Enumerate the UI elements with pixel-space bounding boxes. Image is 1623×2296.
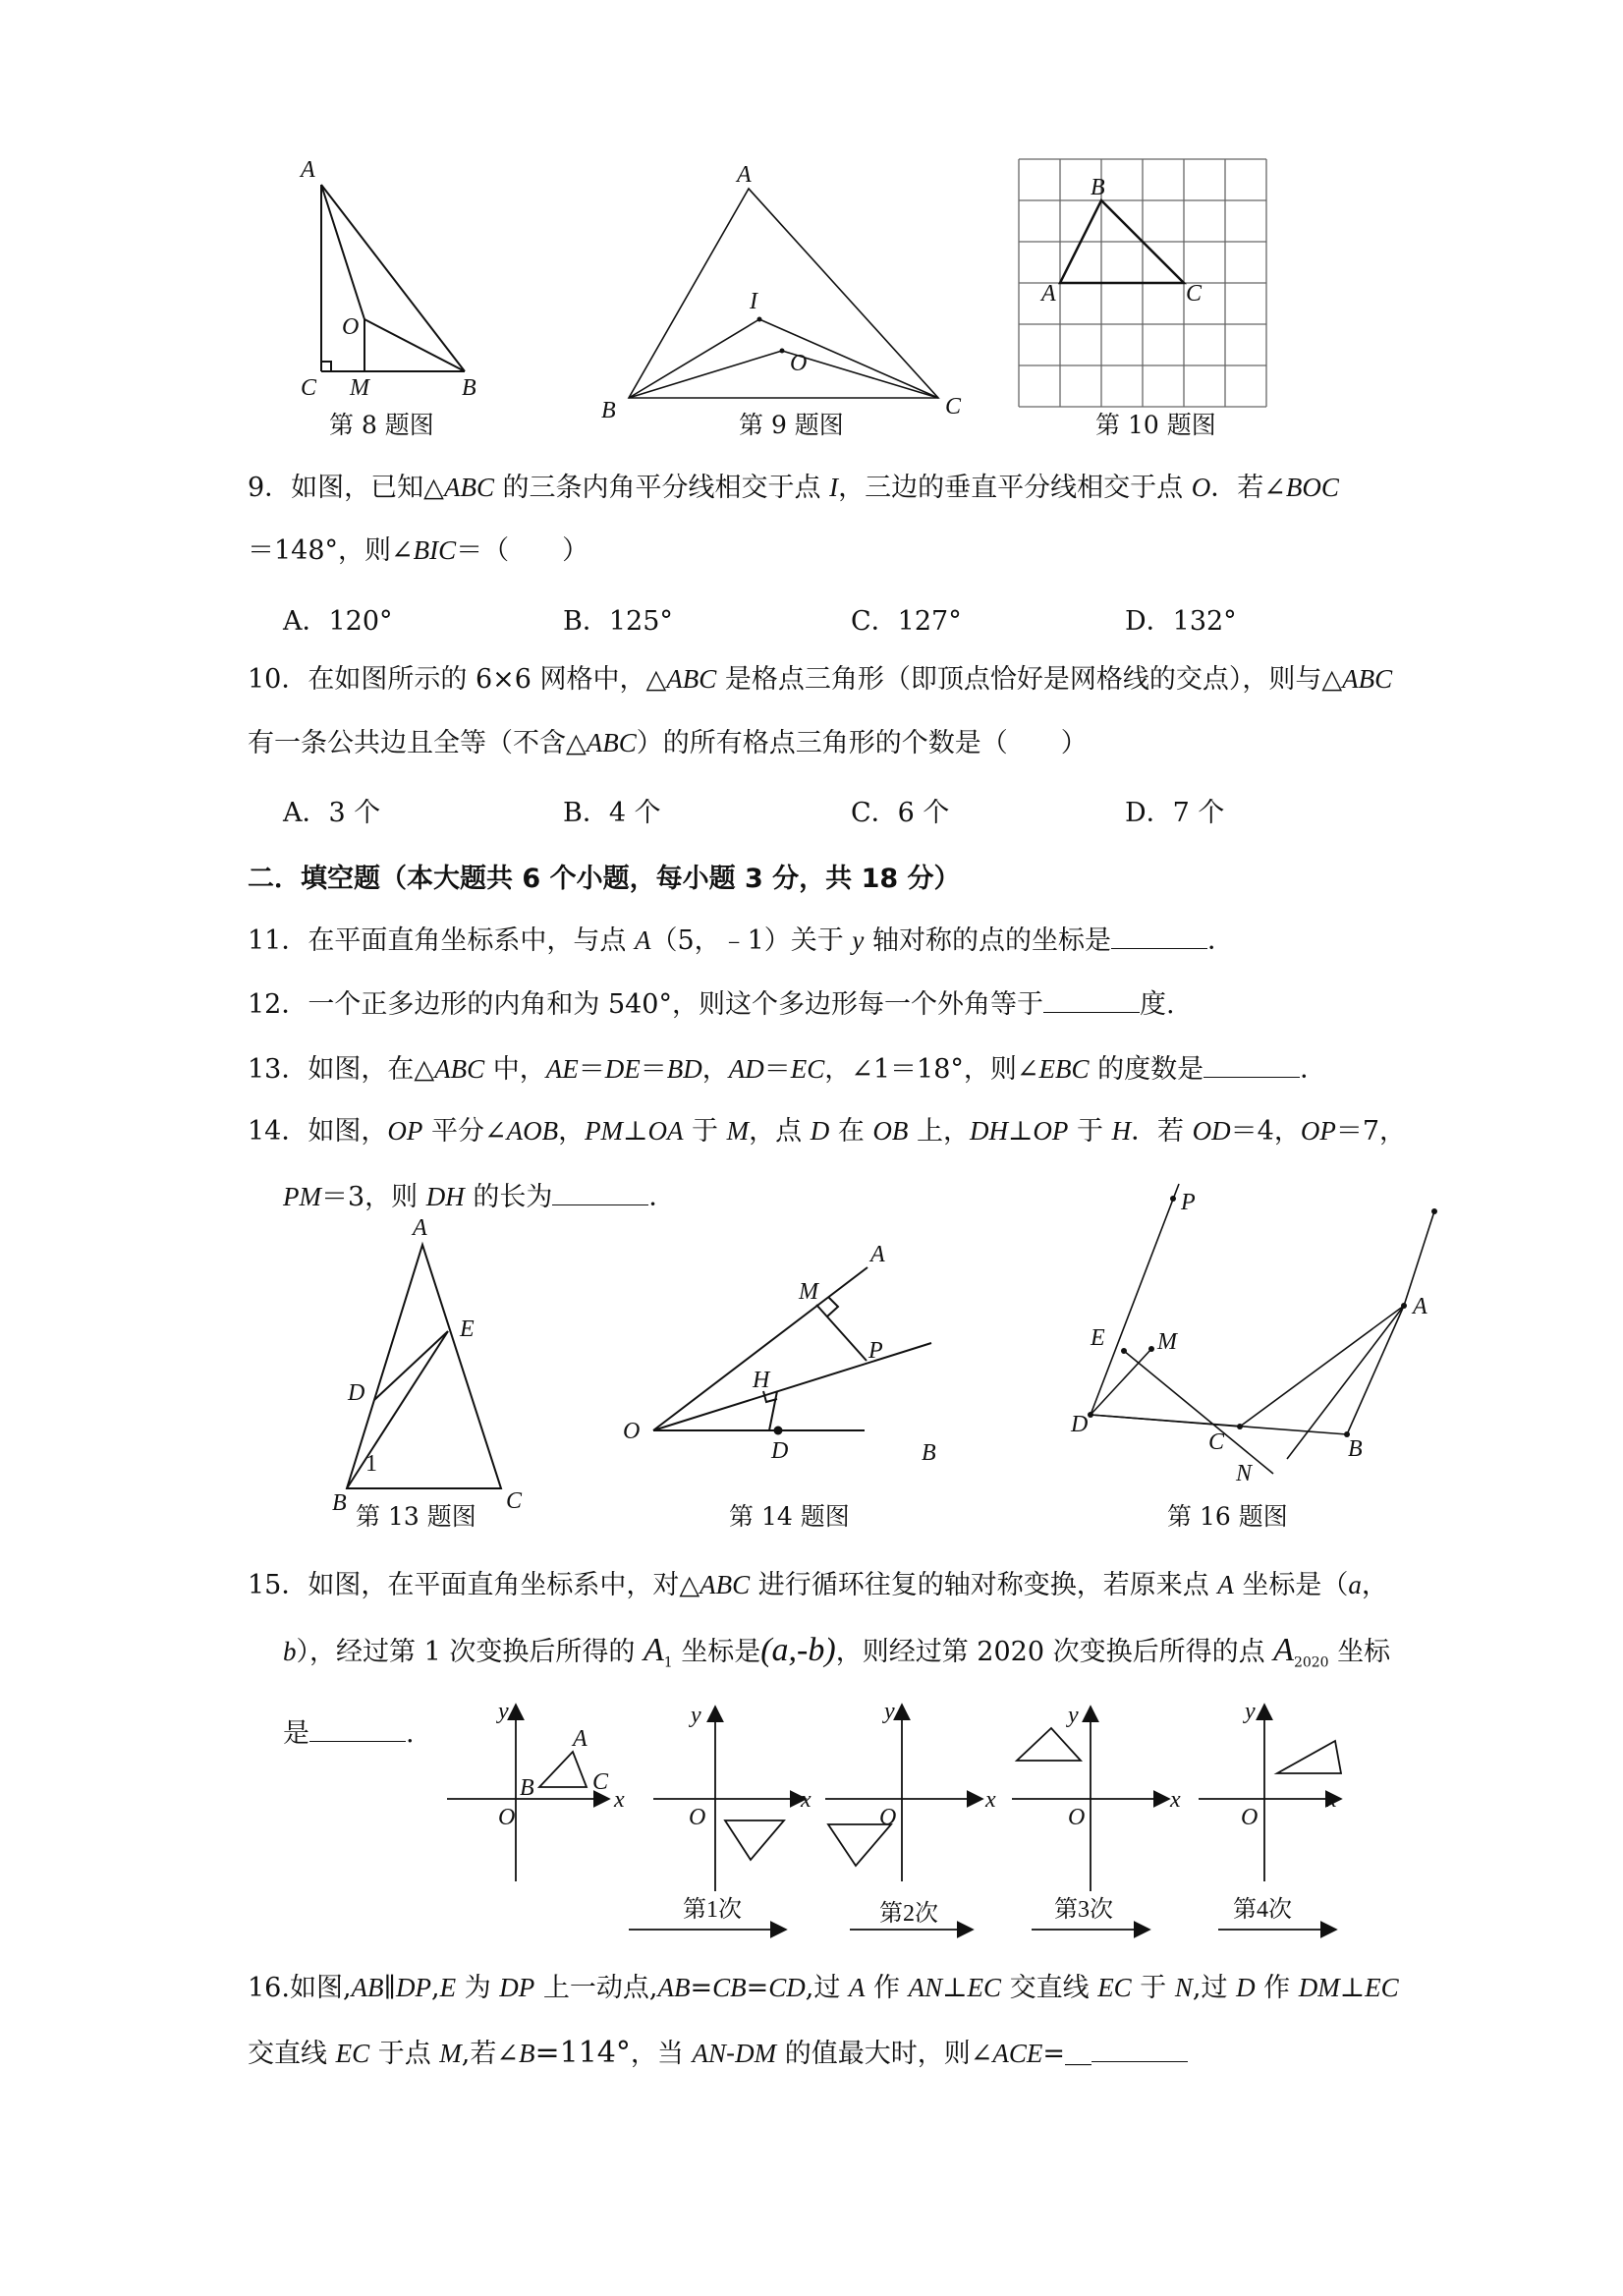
fig16-label-P: P xyxy=(1181,1190,1196,1215)
q10-option-d: D．7 个 xyxy=(1125,798,1225,828)
fig15-p4-y: y xyxy=(1068,1703,1079,1728)
fig16-label-C: C xyxy=(1208,1429,1225,1455)
q9-option-d: D．132° xyxy=(1125,606,1237,637)
fig15-p4-x: x xyxy=(1170,1787,1181,1813)
fig14-label-B: B xyxy=(922,1440,936,1466)
fig14-label-A: A xyxy=(870,1242,885,1267)
fig9-label-O: O xyxy=(790,351,808,376)
fig14-label-M: M xyxy=(799,1279,818,1305)
fig15-p1-x: x xyxy=(614,1787,625,1813)
fig15-p3-O: O xyxy=(879,1805,897,1830)
q14-answer-blank xyxy=(552,1177,648,1205)
q13-answer-blank xyxy=(1203,1049,1300,1078)
q12-line: 12．一个正多边形的内角和为 540°，则这个多边形每一个外角等于 度. xyxy=(248,984,1175,1023)
q14-line1: 14．如图，OP 平分∠AOB，PM⊥OA 于 M，点 D 在 OB 上，DH⊥OP 于 H．若 OD＝4，OP＝7， xyxy=(248,1116,1407,1147)
fig15-p2-O: O xyxy=(689,1805,706,1830)
fig8-label-B: B xyxy=(462,375,476,401)
q12-answer-blank xyxy=(1043,984,1140,1013)
fig14-label-D: D xyxy=(771,1438,789,1464)
q10-line1: 10．在如图所示的 6×6 网格中，△ABC 是格点三角形（即顶点恰好是网格线的交点），则与△ABC xyxy=(248,664,1393,695)
fig16-label-D: D xyxy=(1071,1412,1089,1437)
q9-option-c: C．127° xyxy=(851,606,962,637)
q10-option-a: A．3 个 xyxy=(283,798,381,828)
fig15-p4-O: O xyxy=(1068,1805,1086,1830)
fig13-label-A: A xyxy=(413,1215,427,1241)
figure-9 xyxy=(589,152,982,427)
caption-fig10: 第 10 题图 xyxy=(1095,411,1216,439)
fig15-p1-B: B xyxy=(520,1775,534,1801)
fig15-p1-y: y xyxy=(498,1699,509,1724)
q13-line: 13．如图，在△ABC 中，AE＝DE＝BD，AD＝EC，∠1＝18°，则∠EBC 的度数是 ． xyxy=(248,1049,1326,1088)
figure-15 xyxy=(447,1695,1371,1950)
q16-line2: 交直线 EC 于点 M,若∠B=114°，当 AN-DM 的值最大时，则∠ACE=＿ xyxy=(248,2034,1188,2072)
q16-line1: 16.如图,AB∥DP,E 为 DP 上一动点,AB=CB=CD,过 A 作 AN⊥EC 交直线 EC 于 N,过 D 作 DM⊥EC xyxy=(248,1973,1399,2003)
fig9-label-I: I xyxy=(750,289,757,314)
q9-option-a: A．120° xyxy=(283,606,393,637)
fig15-p2-y: y xyxy=(691,1703,701,1728)
figure-14 xyxy=(609,1228,963,1474)
fig13-label-C: C xyxy=(506,1488,523,1514)
fig13-label-1: 1 xyxy=(365,1451,377,1477)
fig15-step2: 第2次 xyxy=(879,1901,938,1927)
q11-answer-blank xyxy=(1111,921,1207,949)
fig14-label-P: P xyxy=(868,1338,883,1364)
figure-8 xyxy=(285,147,501,403)
fig8-label-M: M xyxy=(350,375,369,401)
fig10-label-B: B xyxy=(1091,175,1105,200)
q11-line: 11．在平面直角坐标系中，与点 A（5，﹣1）关于 y 轴对称的点的坐标是 ． xyxy=(248,921,1234,959)
fig15-p5-x: x xyxy=(1326,1787,1337,1813)
fig10-label-C: C xyxy=(1186,281,1203,307)
fig15-step3: 第3次 xyxy=(1054,1897,1113,1923)
fig9-label-A: A xyxy=(737,162,752,188)
fig16-label-M: M xyxy=(1157,1329,1177,1355)
fig15-p1-A: A xyxy=(573,1726,588,1752)
q15-line2: b），经过第 1 次变换后所得的 $A_1$ 坐标是(a,-b)，则经过第 2020 次变换后所得的点 $A_{2020}$ 坐标 xyxy=(283,1632,1391,1671)
q10-option-b: B．4 个 xyxy=(563,798,661,828)
fig15-step1: 第1次 xyxy=(683,1897,742,1923)
figure-16 xyxy=(1061,1174,1454,1498)
section-2-heading: 二．填空题（本大题共 6 个小题，每小题 3 分，共 18 分） xyxy=(248,864,961,894)
q9-option-b: B．125° xyxy=(563,606,673,637)
q9-line2: ＝148°，则∠BIC＝（ ） xyxy=(248,535,589,566)
fig13-label-D: D xyxy=(348,1380,365,1406)
q10-option-c: C．6 个 xyxy=(851,798,950,828)
fig15-p5-y: y xyxy=(1245,1699,1256,1724)
fig16-label-N: N xyxy=(1236,1461,1253,1486)
figure-10 xyxy=(1012,152,1287,418)
fig9-label-C: C xyxy=(945,394,962,420)
fig15-step4: 第4次 xyxy=(1233,1897,1292,1923)
fig9-label-B: B xyxy=(601,398,616,423)
figure-13 xyxy=(324,1213,531,1528)
caption-fig14: 第 14 题图 xyxy=(729,1502,850,1531)
q9-line1: 9．如图，已知△ABC 的三条内角平分线相交于点 I，三边的垂直平分线相交于点 O．若∠BOC xyxy=(248,473,1339,503)
fig14-label-H: H xyxy=(753,1368,770,1393)
q15-answer-blank xyxy=(309,1713,406,1742)
q15-line3: 是 . xyxy=(283,1713,415,1752)
q15-line1: 15．如图，在平面直角坐标系中，对△ABC 进行循环往复的轴对称变换，若原来点 A 坐标是（a， xyxy=(248,1570,1388,1600)
fig15-p5-O: O xyxy=(1241,1805,1259,1830)
fig15-p3-x: x xyxy=(985,1787,996,1813)
fig8-label-C: C xyxy=(301,375,317,401)
fig15-p3-y: y xyxy=(884,1699,895,1724)
fig15-p1-C: C xyxy=(592,1769,609,1795)
caption-fig9: 第 9 题图 xyxy=(739,411,844,439)
caption-fig8: 第 8 题图 xyxy=(329,411,434,439)
caption-fig13: 第 13 题图 xyxy=(356,1502,476,1531)
fig16-label-B: B xyxy=(1348,1436,1363,1462)
fig13-label-E: E xyxy=(460,1316,475,1342)
q14-line2: PM＝3，则 DH 的长为 ． xyxy=(283,1177,675,1215)
fig10-label-A: A xyxy=(1041,281,1056,307)
fig15-p2-x: x xyxy=(801,1787,812,1813)
fig13-label-B: B xyxy=(332,1490,347,1516)
fig14-label-O: O xyxy=(623,1419,641,1444)
fig16-label-E: E xyxy=(1091,1325,1105,1351)
caption-fig16: 第 16 题图 xyxy=(1167,1502,1288,1531)
fig15-p1-O: O xyxy=(498,1805,516,1830)
fig8-label-O: O xyxy=(342,314,360,340)
q10-line2: 有一条公共边且全等（不含△ABC）的所有格点三角形的个数是（ ） xyxy=(248,728,1088,758)
q16-answer-blank xyxy=(1091,2034,1188,2062)
fig8-label-A: A xyxy=(301,157,315,183)
fig16-label-A: A xyxy=(1413,1294,1427,1319)
